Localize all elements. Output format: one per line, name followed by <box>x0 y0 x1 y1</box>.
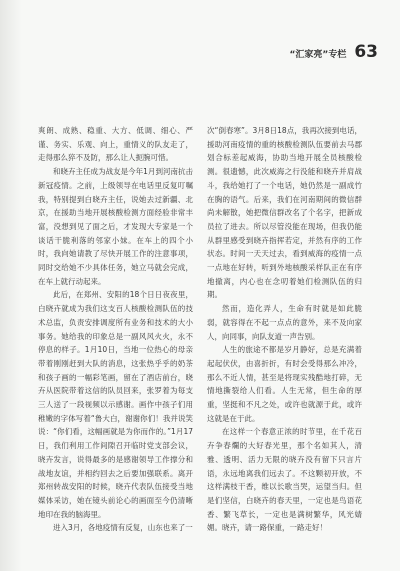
page-header <box>289 42 378 62</box>
column-name: “汇家亮”专栏 <box>289 50 347 60</box>
page-gutter-shadow <box>0 0 22 571</box>
page-number: 63 <box>354 42 378 62</box>
left-text-column <box>38 124 193 535</box>
paragraph: 然而，造化弄人，生命有时就是如此脆弱，就容得在不起一点点的意外，来不及向家人，向同事，向队友道一声告别。 <box>207 304 362 341</box>
paragraph: 次“倒春寒”。3月8日18点，我再次接到电话，援助河南疫情的重的核酸检测队伍要前去马郡划合标差起威海，协助当地开展全员核酸检测。很遗憾，此次威海之行没能和晓卉并肩战斗，我给她打了一个电话，她仍然是一副成竹在胸的语气。后来，我们在河南期间的微信群尚未解散，她把微信群改名了个名字，把新成员拉了进去。所以尽管没能在现场，但我仍能从群里感受到晓卉指挥若定，并然有序的工作状态。时间一天天过去，看到威海的疫情一点一点地在好转，听到外地核酸采样队正在有序地撤离，内心也在念叨着她们检测队伍的归期。 <box>207 126 362 300</box>
right-text-column <box>207 124 362 535</box>
paragraph: 和晓卉主任成为战友是今年1月到河南抗击新冠疫情。之前，上级领导在电话里反复叮嘱我，特别提到白晓卉主任，说她去过新疆、北京，在援助当地开展核酸检测方面经验非常丰富，没想到见了面之后，才发现大专家是一个谈话干脆利落的邻家小妹。在车上的四个小时，我向她请教了尽快开展工作的注意事项，同时交给她不少具体任务，她立马就会完成，在车上就行动起来。 <box>38 167 193 286</box>
paragraph: 进入3月，各地疫情有反复，山东也来了一 <box>53 523 193 533</box>
paragraph: 此后，在郑州、安阳的18个日日夜夜里，白晓卉就成为我们这支百人核酸检测队伍的技术总监，负责安排调度所有业务和技术的大小事务。她给我的印象总是一副风风火火，永不停息的样子。1月10日，当地一位热心的母亲带着刚刚赶到大队的消息，这张热乎乎的奶茶和孩子画的一幅彩笔画，留在了酒店前台，晓卉从医院带着这信的队员回来，张罗着为每支三人送了一段视频以示感谢。画作中孩子们用稚嫩的字体写着“鲁大白，谢谢你们！我并说笑说：“你们看，这幅画就是为你而作的。”1月17日，我们利用工作间隙召开临时党支部会议，晓卉发言，说得最多的是感谢领导工作撑分和战地友谊，并相约回去之后要加强联系。离开郑州转战安阳的时候，晓卉代表队伍接受当地媒体采访，她在镜头前论心的画面至今仍清晰地印在我的脑海里。 <box>38 290 193 519</box>
paragraph: 人生的旅途不都是岁月静好，总是充满着起起伏伏，由喜折折，有时会受得那么冲冷，那么不近人情，甚至是将现实残酷地打碎，无情地撕裂给人们看。人生无常，但生命的厚重，坚挺和不凡之处，或许也就源于此，或许这就是在于此。 <box>207 345 362 423</box>
paragraph: 在这样一个春意正浓的时节里，在千花百卉争春爛的大好春光里，那个名如其人，清雅、透明、活力无限的晓卉没有留下只言片语，永远地离我们远去了。不这颗初开放，不这样满枝干香，维以长歌当哭，运望当归。但是们坚信，白晓卉的春天里，一定也是鸟语花香、繁飞草长，一定也是满树繁华，风光婧媚。晓卉，请一路保重，一路走好！ <box>207 427 362 533</box>
paragraph: 爽朗、成熟、稳重、大方、低调、细心、严谨、务实、乐观、向上，重情义的队友走了，走得那么猝不及防，那么让人扼腕可惜。 <box>38 126 193 163</box>
